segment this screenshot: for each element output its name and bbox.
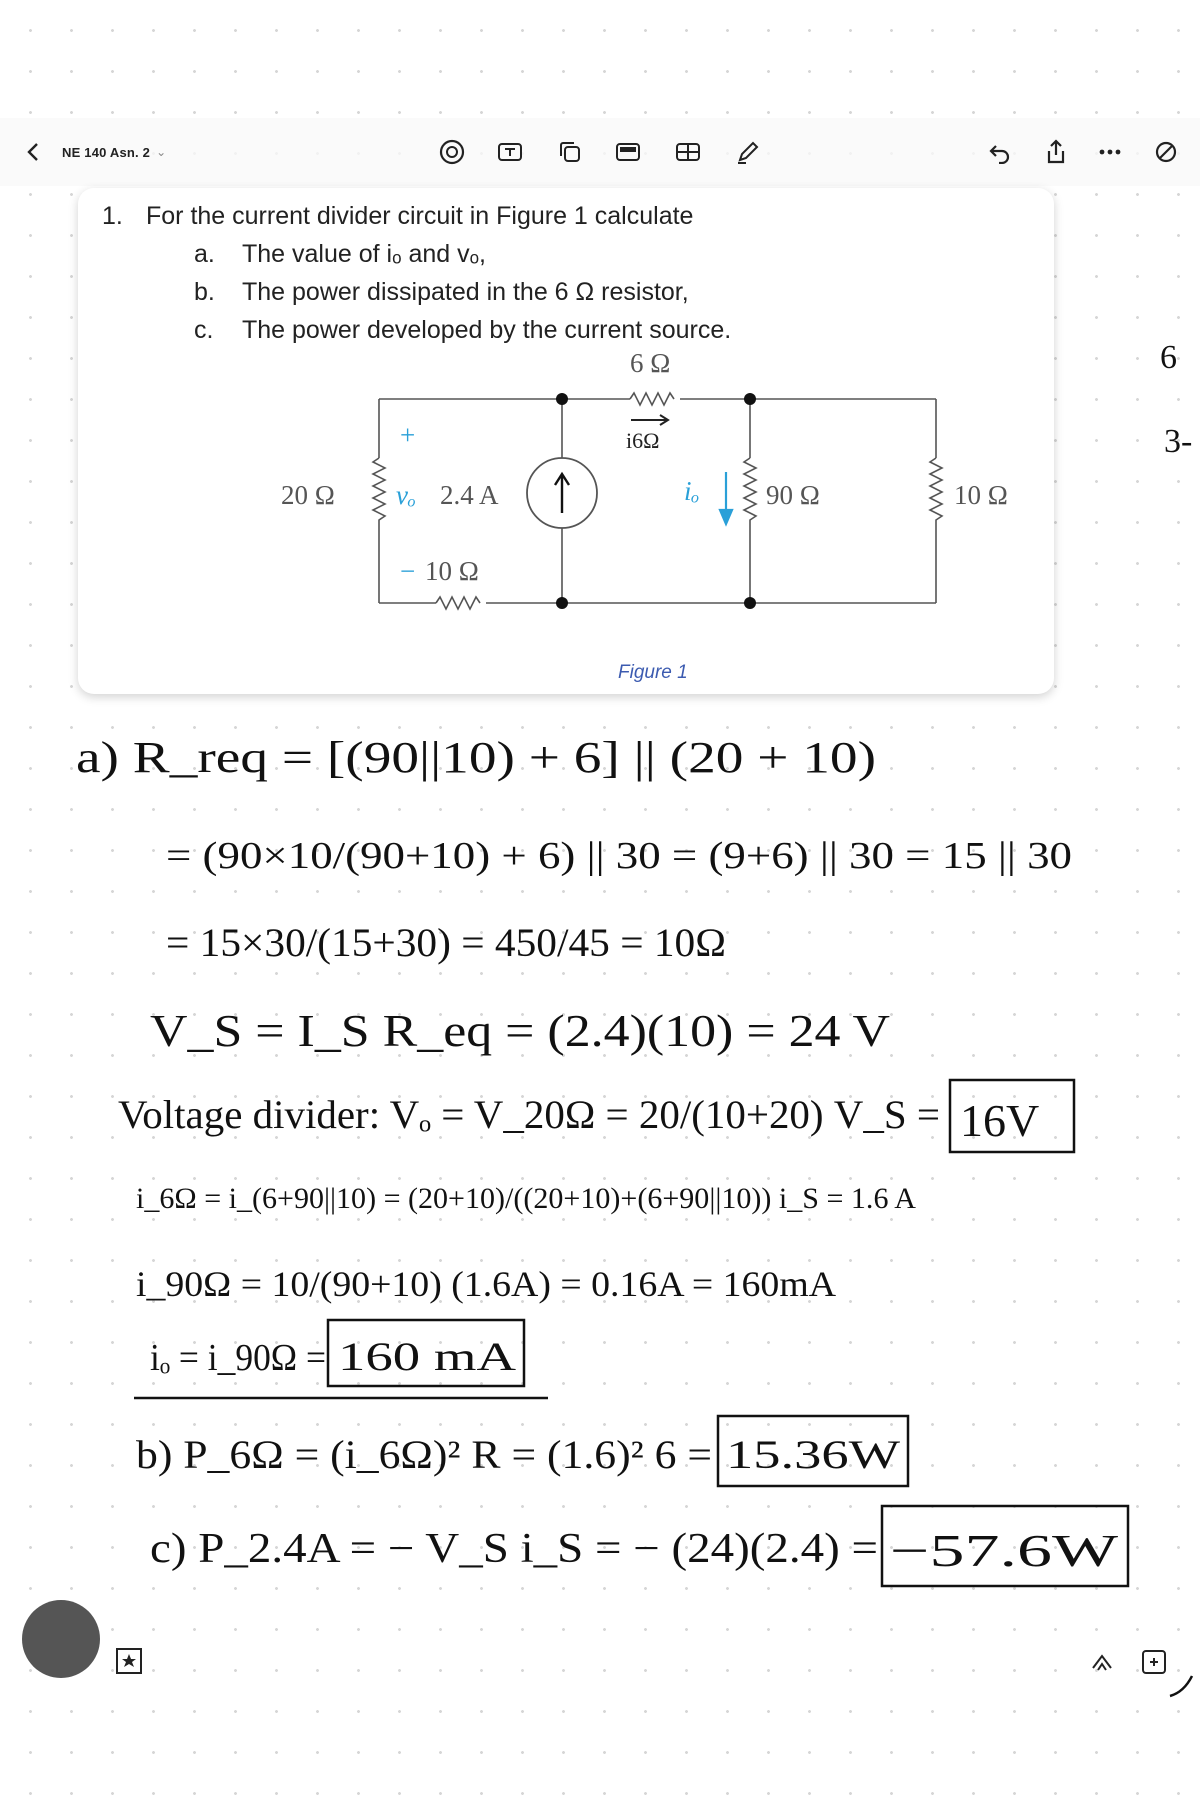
answer-p24: −57.6W [890, 1525, 1119, 1576]
answer-vo: 16V [960, 1095, 1040, 1146]
line-i90: i_90Ω = 10/(90+10) (1.6A) = 0.16A = 160mA [136, 1264, 837, 1304]
label-source-current: 2.4 A [440, 480, 499, 510]
star-button[interactable] [114, 1646, 144, 1681]
line-i6: i_6Ω = i_(6+90||10) = (20+10)/((20+10)+(6+90||10)) i_S = 1.6 A [136, 1182, 917, 1215]
label-i6-handwritten: i6Ω [626, 428, 660, 453]
label-minus: − [400, 556, 416, 586]
line-req: a) R_req = [(90||10) + 6] || (20 + 10) [76, 733, 876, 782]
question-text: For the current divider circuit in Figure 1 calculate [146, 202, 694, 230]
user-avatar-button[interactable] [22, 1600, 100, 1678]
label-io: iₒ [684, 476, 700, 506]
pages-button[interactable] [1088, 1648, 1116, 1681]
line-p24: c) P_2.4A = − V_S i_S = − (24)(2.4) = [150, 1526, 878, 1572]
part-a-letter: a. [194, 240, 215, 268]
line-req-step2: = 15×30/(15+30) = 450/45 = 10Ω [166, 920, 726, 965]
label-10-ohm-right: 10 Ω [954, 480, 1008, 510]
label-6-ohm: 6 Ω [630, 348, 671, 378]
line-vs: V_S = I_S R_eq = (2.4)(10) = 24 V [150, 1005, 890, 1056]
line-voltage-divider: Voltage divider: Vₒ = V_20Ω = 20/(10+20) V_S = [118, 1092, 940, 1137]
question-number: 1. [102, 202, 123, 230]
part-c-letter: c. [194, 316, 214, 344]
document-title: NE 140 Asn. 2 [62, 144, 151, 160]
label-vo: vₒ [396, 480, 416, 510]
zoom-icon [1140, 1648, 1168, 1676]
part-b-letter: b. [194, 278, 215, 306]
line-p6: b) P_6Ω = (i_6Ω)² R = (1.6)² 6 = [136, 1432, 712, 1477]
pencil-mark [1166, 1670, 1196, 1700]
figure-caption: Figure 1 [618, 662, 688, 683]
part-a-text: The value of iₒ and vₒ, [242, 240, 487, 268]
chevron-down-icon: ⌄ [156, 145, 167, 159]
answer-io: 160 mA [338, 1334, 517, 1379]
answer-p6: 15.36W [726, 1432, 901, 1477]
zoom-button[interactable] [1140, 1648, 1168, 1681]
margin-note-6: 6 [1160, 339, 1177, 376]
line-req-step1: = (90×10/(90+10) + 6) || 30 = (9+6) || 30 = 15 || 30 [166, 835, 1072, 877]
margin-note-3: 3- [1164, 423, 1193, 460]
label-90-ohm: 90 Ω [766, 480, 820, 510]
part-c-text: The power developed by the current source. [242, 316, 732, 344]
label-20-ohm: 20 Ω [281, 480, 335, 510]
line-io: iₒ = i_90Ω = [150, 1337, 326, 1379]
part-b-text: The power dissipated in the 6 Ω resistor, [242, 278, 689, 306]
pages-icon [1088, 1648, 1116, 1676]
label-plus: + [400, 420, 416, 450]
star-icon [114, 1646, 144, 1676]
label-10-ohm-bottom: 10 Ω [425, 556, 479, 586]
